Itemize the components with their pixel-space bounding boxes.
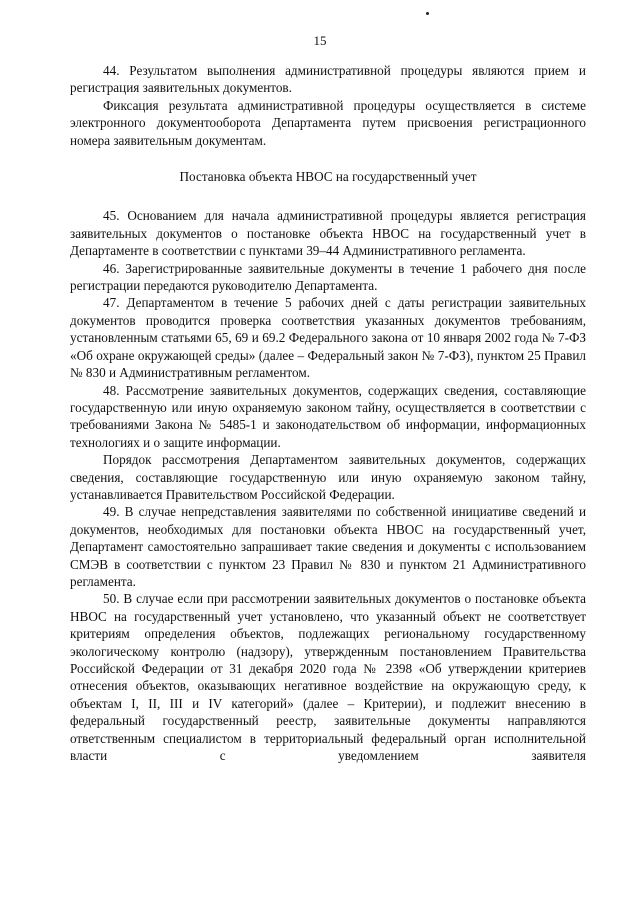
paragraph-49: 49. В случае непредставления заявителями по собственной инициативе сведений и документов, необходимых для постановки объекта НВОС на государственный учет, Департамент самостоятельно запрашивает такие сведения и документы с использованием СМЭВ в соответствии с пунктом 23 Правил № 830 и пунктом 21 Административного регламента. (70, 504, 586, 589)
paragraph-46: 46. Зарегистрированные заявительные документы в течение 1 рабочего дня после регистрации передаются руководителю Департамента. (70, 260, 586, 294)
paragraph-48-procedure: Порядок рассмотрения Департаментом заявительных документов, содержащих сведения, составляющие государственную или иную охраняемую законом тайну, устанавливается Правительством Российской Федерации. (70, 452, 586, 502)
document-body (70, 62, 586, 764)
paragraph-44: 44. Результатом выполнения административной процедуры являются прием и регистрация заявительных документов. (70, 63, 586, 96)
scan-speck (426, 12, 429, 15)
page-number: 15 (313, 33, 327, 48)
paragraph-44-fixation: Фиксация результата административной процедуры осуществляется в системе электронного документооборота Департамента путем присвоения регистрационного номера заявительным документам. (70, 97, 586, 148)
section-heading: Постановка объекта НВОС на государственный учет (179, 169, 477, 185)
paragraph-47: 47. Департаментом в течение 5 рабочих дней с даты регистрации заявительных документов проводится проверка соответствия указанных документов требованиям, установленным статьями 65, 69 и 69.2 Федерального закона от 10 января 2002 года № 7-ФЗ «Об охране окружающей среды» (далее – Федеральный закон № 7-ФЗ), пунктом 25 Правил № 830 и Административным регламентом. (70, 295, 586, 381)
paragraph-50: 50. В случае если при рассмотрении заявительных документов о постановке объекта НВОС на государственный учет установлено, что указанный объект не соответствует критериям определения объектов, подлежащих региональному государственному экологическому контролю (надзору), утвержденным постановлением Правительства Российской Федерации от 31 декабря 2020 года № 2398 «Об утверждении критериев отнесения объектов, оказывающих негативное воздействие на окружающую среду, к объектам I, II, III и IV категорий» (далее – Критерии), и подлежит внесению в федеральный государственный реестр, заявительные документы направляются ответственным специалистом в территориальный федеральный орган исполнительной власти с уведомлением заявителя (70, 591, 586, 764)
paragraph-45: 45. Основанием для начала административной процедуры является регистрация заявительных документов о постановке объекта НВОС на государственный учет в Департаменте в соответствии с пунктами 39–44 Административного регламента. (70, 208, 586, 259)
paragraph-48: 48. Рассмотрение заявительных документов, содержащих сведения, составляющие государственную или иную охраняемую законом тайну, осуществляется в соответствии с требованиями Закона № 5485-1 и законодательством об информации, информационных технологиях и о защите информации. (70, 382, 586, 450)
